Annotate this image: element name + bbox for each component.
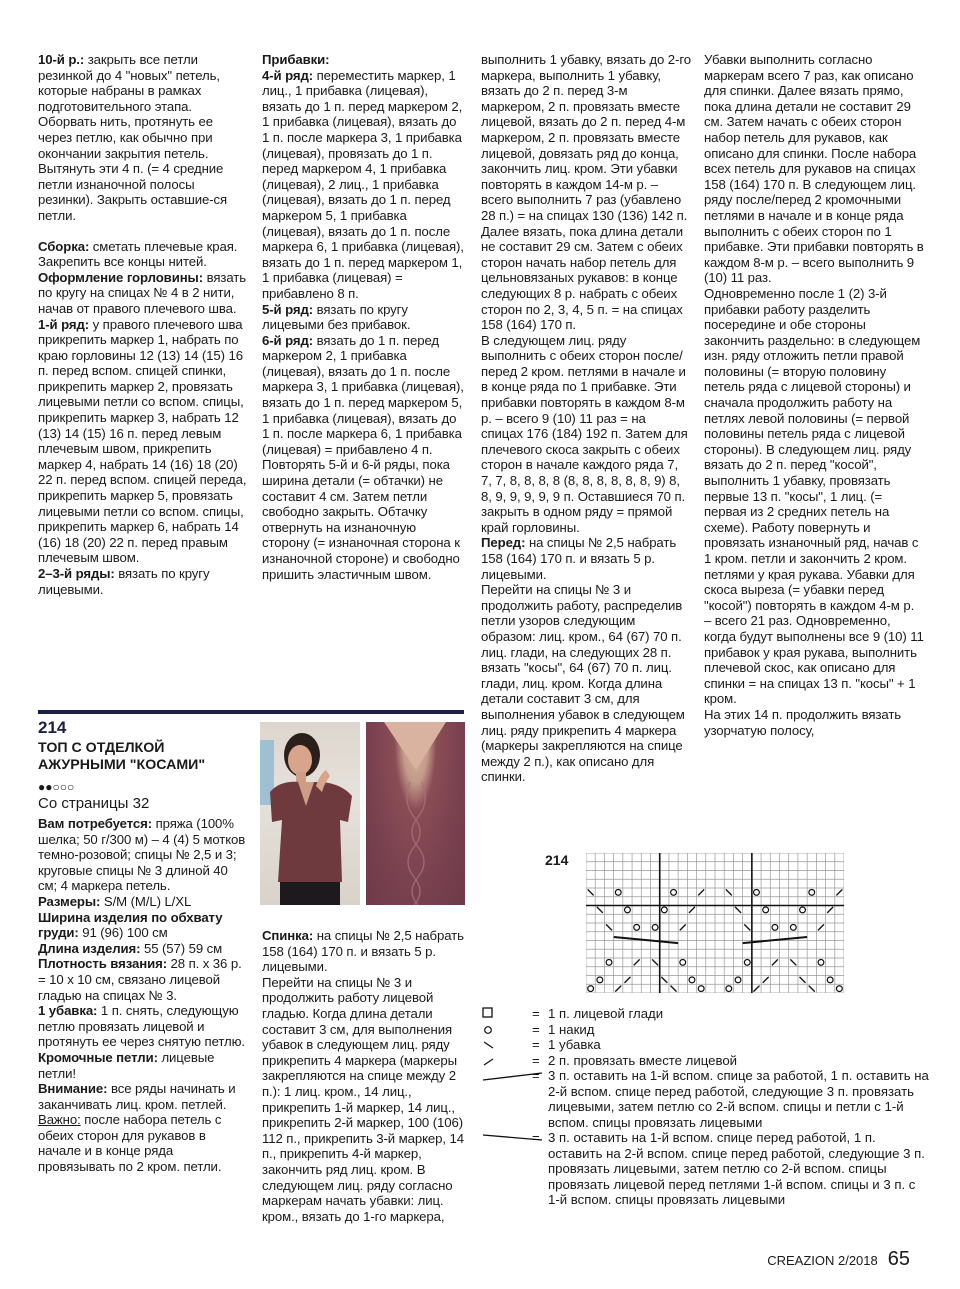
paragraph-label: 2–3-й ряды:	[38, 566, 115, 581]
paragraph-label: 6-й ряд:	[262, 332, 314, 348]
column-3	[481, 52, 691, 785]
k2tog-symbol	[836, 889, 842, 895]
empty-dot-icon: ○	[52, 780, 60, 794]
square-icon	[480, 1006, 532, 1022]
magazine-issue: CREAZION 2/2018	[767, 1253, 878, 1268]
cable-left-icon	[480, 1068, 532, 1084]
legend-item	[480, 1068, 930, 1130]
paragraph-label: Ширина изделия по обхвату груди:	[38, 909, 223, 941]
paragraph-text: 55 (57) 59 см	[140, 940, 223, 956]
paragraph	[38, 239, 250, 270]
legend-text: 3 п. оставить на 1-й вспом. спице перед работой, 1 п. оставить на 2-й вспом. спице перед работой, следующие 3 п. провязать лицевыми, затем петлю со 2-й вспом. спицы провязать лицевой перед петлями 1-й вспом. спицы и 3 п. с 1-й вспом. спицы провязать лицевыми	[548, 1130, 925, 1207]
column-2	[262, 52, 467, 582]
paragraph	[38, 816, 250, 894]
top-garment	[270, 782, 352, 882]
paragraph	[262, 928, 467, 975]
paragraph	[38, 566, 250, 597]
yarn-over-symbol	[652, 924, 658, 930]
yarn-over-symbol	[754, 889, 760, 895]
yarn-over-symbol	[661, 907, 667, 913]
paragraph	[38, 956, 250, 1003]
page-number: 65	[887, 1248, 910, 1270]
detail-photo	[366, 722, 465, 905]
legend-item	[480, 1006, 930, 1022]
paragraph-label: Внимание:	[38, 1081, 108, 1097]
paragraph-text: лицевые петли!	[38, 1049, 215, 1081]
legend-equals: =	[532, 1130, 540, 1145]
circle-icon	[480, 1022, 532, 1038]
decrease-symbol	[661, 977, 667, 983]
pattern-title: ТОП С ОТДЕЛКОЙ АЖУРНЫМИ "КОСАМИ"	[38, 740, 206, 773]
decrease-symbol	[800, 977, 806, 983]
legend-equals: =	[532, 1021, 540, 1037]
paragraph-label: 5-й ряд:	[262, 301, 314, 317]
k2tog-symbol	[689, 907, 695, 913]
yarn-over-symbol	[772, 924, 778, 930]
paragraph-text: 1 п. снять, следующую петлю провязать лицевой и протянуть ее через снятую петлю.	[38, 1003, 245, 1050]
yarn-over-symbol	[744, 959, 750, 965]
decrease-symbol	[588, 889, 594, 895]
yarn-over-symbol	[588, 986, 594, 992]
paragraph-label: Кромочные петли:	[38, 1049, 158, 1065]
decrease-symbol	[652, 959, 658, 965]
decrease-symbol	[606, 924, 612, 930]
chart-legend	[480, 1006, 930, 1208]
filled-dot-icon: ●	[38, 780, 46, 794]
yarn-over-symbol	[597, 977, 603, 983]
cable-right-icon	[480, 1130, 532, 1146]
yarn-over-symbol	[790, 924, 796, 930]
paragraph	[262, 52, 467, 68]
column-1	[38, 52, 250, 597]
legend-text: 3 п. оставить на 1-й вспом. спице за работой, 1 п. оставить на 2-й вспом. спице перед работой, следующие 3 п. провязать лицевыми, затем петлю со 2-й вспом. спицы и петли с 1-й вспом. спицы провязать лицевыми	[548, 1068, 929, 1130]
paragraph-label: 10-й р.:	[38, 52, 85, 67]
paragraph-label: 1-й ряд:	[38, 316, 90, 332]
paragraph	[262, 975, 467, 1225]
knitting-chart	[586, 853, 844, 993]
paragraph-text: на спицы № 2,5 набрать 158 (164) 170 п. и вязать 5 р. лицевыми.	[262, 928, 464, 975]
empty-dot-icon: ○	[67, 780, 75, 794]
paragraph-text: 91 (96) 100 см	[78, 925, 168, 941]
paragraph-text: В следующем лиц. ряду выполнить с обеих сторон после/перед 2 кром. петлями в начале и в конце ряда по 1 прибавке. Эти прибавки повторять в каждом 8-м р. – всего 9 (10) 11 раз = на спицах 176 (184) 192 п. Затем для плечевого скоса закрыть с обеих сторон в начале каждого ряда 7, 7, 7, 8, 8, 8, 8 (8, 8, 8, 8, 8, 8, 9) 8, 8, 9, 9, 9, 9, 9 п. Оставшиеся 70 п. закрыть в одном ряду = прямой край горловины.	[481, 332, 688, 535]
paragraph-text: вязать по кругу на спицах № 4 в 2 нити, начав от правого плечевого шва.	[38, 269, 246, 316]
yarn-over-symbol	[671, 889, 677, 895]
paragraph-label: 1 убавка:	[38, 1003, 98, 1019]
yarn-over-symbol	[680, 959, 686, 965]
paragraph-text: выполнить 1 убавку, вязать до 2-го маркера, выполнить 1 убавку, вязать до 2 п. перед 3-м маркером, 2 п. провязать вместе лицевой, вязать до 2 п. перед 4-м маркером, 2 п. провязать вместе лицевой, довязать ряд до конца, закончить лиц. кром. Эти убавки повторять в каждом 14-м р. – всего выполнить 7 раз (убавлено 28 п.) = на спицах 130 (136) 142 п. Далее вязать, пока длина детали не составит 29 см. Затем с обеих сторон начать набор петель для цельновязаных рукавов: в конце следующих 8 р. набрать с обеих сторон по 2, 3, 4, 5 п. = на спицах 158 (164) 170 п.	[481, 52, 691, 333]
paragraph-label: Плотность вязания:	[38, 956, 167, 972]
legend-item	[480, 1053, 930, 1069]
cable-detail-illustration	[366, 722, 465, 905]
k2tog-symbol	[615, 986, 621, 992]
paragraph-label: Вам потребуется:	[38, 816, 153, 831]
page-footer	[767, 1248, 910, 1271]
yarn-over-symbol	[689, 977, 695, 983]
model-photo	[260, 722, 360, 905]
paragraph-text: вязать по кругу лицевыми.	[38, 566, 210, 597]
paragraph-text: после набора петель с обеих сторон для рукавов в начале и в конце ряда провязывать по 2 кром. петли.	[38, 1112, 222, 1175]
paragraph-text: закрыть все петли резинкой до 4 "новых" петель, которые набраны в рамках подготовительного этапа. Оборвать нить, протянуть ее через петлю, как обычно при окончании закрытия петель. Вытянуть эти 4 п. (= 4 средние петли изнаночной полосы резинки). Закрыть оставшие-ся петли.	[38, 52, 228, 223]
yarn-over-symbol	[809, 889, 815, 895]
legend-equals: =	[532, 1037, 540, 1052]
important-label: Важно:	[38, 1112, 81, 1128]
paragraph-text: пряжа (100% шелка; 50 г/300 м) – 4 (4) 5 мотков темно-розовой; спицы № 2,5 и 3; круговые спицы № 3 длиной 40 см; 4 маркера петель.	[38, 816, 246, 894]
decrease-symbol	[809, 986, 815, 992]
paragraph-label: Прибавки:	[262, 52, 330, 67]
column-4	[704, 52, 924, 738]
paragraph-label: Размеры:	[38, 893, 101, 909]
yarn-over-symbol	[827, 977, 833, 983]
paragraph-text: S/M (M/L) L/XL	[100, 893, 192, 909]
paragraph-label: Длина изделия:	[38, 940, 141, 956]
yarn-over-symbol	[606, 959, 612, 965]
k2tog-symbol	[634, 959, 640, 965]
cable-symbol	[614, 937, 679, 943]
paragraph-text: Одновременно после 1 (2) 3-й прибавки работу разделить посередине и обе стороны закончить раздельно: в следующем изн. ряду отложить петли правой половины (= вторую половину петель ряда с лицевой стороны) и сначала продолжить работу на петлях левой половины (= первой половины петель ряда с лицевой стороны). В следующем лиц. ряду вязать до 2 п. перед "косой", выполнить 1 убавку, провязать первые 13 п. "косы", 1 лиц. (= первая из 2 средних петель на схеме). Работу повернуть и провязать изнаночный ряд, начав с 1 кром. петли и закончить 2 кром. петлями у края рукава. Убавки для скоса выреза (= убавки перед "косой") повторять в каждом 4-м р. – всего 21 раз. Одновременно, когда будут выполнены все 9 (10) 11 прибавок у края рукава, выполнить плечевой скос, как описано для спинки = на спицах 13 п. "косы" + 1 кром.	[704, 285, 924, 707]
paragraph	[38, 1081, 250, 1175]
paragraph	[481, 333, 691, 536]
paragraph	[38, 1003, 250, 1050]
legend-equals: =	[532, 1006, 540, 1021]
model-illustration	[260, 722, 360, 905]
decrease-symbol	[744, 924, 750, 930]
paragraph-text: вязать по кругу лицевыми без прибавок.	[262, 301, 411, 333]
paragraph	[38, 894, 250, 910]
difficulty-rating	[38, 780, 74, 794]
paragraph	[481, 52, 691, 333]
yarn-over-symbol	[763, 907, 769, 913]
chart-label: 214	[545, 852, 569, 868]
k2tog-symbol	[624, 977, 630, 983]
neckline-skin	[384, 722, 446, 770]
paragraph-text: у правого плечевого шва прикрепить маркер 1, набрать по краю горловины 12 (13) 14 (15) 16 п. перед вспом. спицей спинки, прикрепить маркер 2, провязать лицевыми петли со вспом. спицы, прикрепить маркер 3, набрать 12 (13) 14 (15) 16 п. перед левым плечевым швом, прикрепить маркер 4, набрать 14 (16) 18 (20) 22 п. перед вспом. спицей переда, прикрепить маркер 5, провязать лицевыми петли со вспом. спицы, прикрепить маркер 6, набрать 14 (16) 18 (20) 22 п. перед правым плечевым швом.	[38, 316, 247, 566]
paragraph-text: на спицы № 2,5 набрать 158 (164) 170 п. и вязать 5 р. лицевыми.	[481, 535, 677, 582]
empty-dot-icon: ○	[59, 780, 67, 794]
paragraph-label: Сборка:	[38, 238, 90, 254]
yarn-over-symbol	[615, 889, 621, 895]
from-page: Со страницы 32	[38, 795, 150, 812]
k2tog-symbol	[818, 924, 824, 930]
decrease-symbol	[671, 986, 677, 992]
paragraph-text: Повторять 5-й и 6-й ряды, пока ширина детали (= обтачки) не составит 4 см. Затем петли свободно закрыть. Обтачку отвернуть на изнаночную сторону (= изнаночная сторона к изнаночной стороне) и свободно пришить эластичным швом.	[262, 457, 460, 582]
paragraph-text: Убавки выполнить согласно маркерам всего 7 раз, как описано для спинки. Далее вязать прямо, пока длина детали не составит 29 см. Затем начать с обеих сторон набор петель для рукавов, как описано для спинки. После набора всех петель для рукавов на спицах 158 (164) 170 п. В следующем лиц. ряду после/перед 2 кромочными петлями в начале и в конце ряда выполнить с обеих сторон по 1 прибавке. Эти прибавки повторять в каждом 8-м р. – всего выполнить 9 (10) 11 раз.	[704, 52, 924, 286]
paragraph-text: Перейти на спицы № 3 и продолжить работу лицевой гладью. Когда длина детали составит 3 см, для выполнения убавок в следующем лиц. ряду прикрепить 4 маркера (маркеры закрепляются на спице между 2 п.): 1 лиц. кром., 14 лиц., прикрепить 1-й маркер, 14 лиц., прикрепить 2-й маркер, 100 (106) 112 п., прикрепить 3-й маркер, 14 п., прикрепить 4-й маркер, закончить ряд лиц. кром. В следующем лиц. ряду согласно маркерам начать убавки: лиц. кром., вязать до 1-го маркера,	[262, 974, 464, 1224]
paragraph-label: Спинка:	[262, 928, 314, 943]
paragraph-label: Перед:	[481, 535, 526, 551]
legend-equals: =	[532, 1052, 540, 1068]
paragraph-text: вязать до 1 п. перед маркером 2, 1 прибавка (лицевая), вязать до 1 п. после маркера 3, 1 прибавка (лицевая), вязать до 1 п. перед маркером 5, 1 прибавка (лицевая), вязать до 1 п. после маркера 6, 1 прибавка (лицевая) = прибавлено 4 п.	[262, 332, 464, 457]
decrease-symbol	[597, 907, 603, 913]
k2tog-symbol	[763, 977, 769, 983]
lace-cable	[407, 782, 425, 905]
paragraph-text: сметать плечевые края. Закрепить все концы нитей.	[38, 238, 238, 270]
decrease-symbol	[790, 959, 796, 965]
paragraph	[38, 910, 250, 941]
legend-item	[480, 1037, 930, 1053]
slash-icon	[480, 1053, 532, 1069]
trousers	[280, 882, 340, 905]
yarn-over-symbol	[735, 977, 741, 983]
paragraph-text: переместить маркер, 1 лиц., 1 прибавка (лицевая), вязать до 1 п. перед маркером 2, 1 прибавка (лицевая), вязать до 1 п. после маркера 3, 1 прибавка (лицевая), провязать до 1 п. перед маркером 4, 1 прибавка (лицевая), 2 лиц., 1 прибавка (лицевая), вязать до 1 п. перед маркером 5, 1 прибавка (лицевая), вязать до 1 п. после маркера 6, 1 прибавка (лицевая), вязать до 1 п. перед маркером 1, 1 прибавка (лицевая) = прибавлено 8 п.	[262, 67, 464, 301]
legend-text: 2 п. провязать вместе лицевой	[548, 1052, 738, 1068]
backslash-icon	[480, 1037, 532, 1053]
paragraph	[704, 52, 924, 286]
yarn-over-symbol	[634, 924, 640, 930]
paragraph	[704, 286, 924, 707]
paragraph-text: Перейти на спицы № 3 и продолжить работу, распределив петли узоров следующим образом: лиц. кром., 64 (67) 70 п. лиц. глади, на следующих 28 п. вязать "косы", 64 (67) 70 п. лиц. глади, лиц. кром. Когда длина детали составит 3 см, для выполнения убавок в следующем лиц. ряду прикрепить 4 маркера (маркеры закрепляются на спице между 2 п.), как описано для спинки.	[481, 582, 685, 785]
yarn-over-symbol	[698, 986, 704, 992]
materials-block	[38, 816, 250, 1175]
legend-item	[480, 1022, 930, 1038]
face	[288, 745, 312, 775]
paragraph	[262, 457, 467, 582]
k2tog-symbol	[753, 986, 759, 992]
paragraph-label: Оформление горловины:	[38, 269, 204, 285]
paragraph	[704, 707, 924, 738]
pattern-number: 214	[38, 718, 67, 737]
k2tog-symbol	[680, 924, 686, 930]
section-divider	[38, 710, 464, 714]
k2tog-symbol	[698, 889, 704, 895]
k2tog-symbol	[772, 959, 778, 965]
decrease-symbol	[726, 889, 732, 895]
legend-text: 1 накид	[548, 1021, 595, 1037]
yarn-over-symbol	[800, 907, 806, 913]
paragraph	[38, 1050, 250, 1081]
legend-item	[480, 1130, 930, 1208]
paragraph	[38, 941, 250, 957]
paragraph-text: все ряды начинать и заканчивать лиц. кром. петлей.	[38, 1081, 236, 1112]
paragraph	[481, 582, 691, 785]
paragraph	[38, 52, 250, 224]
paragraph	[38, 317, 250, 567]
yarn-over-symbol	[625, 907, 631, 913]
yarn-over-symbol	[836, 986, 842, 992]
paragraph-text: 28 п. х 36 р. = 10 х 10 см, связано лицевой гладью на спицах № 3.	[38, 956, 242, 1003]
paragraph	[262, 68, 467, 302]
paragraph	[262, 302, 467, 333]
filled-dot-icon: ●	[45, 780, 53, 794]
legend-equals: =	[532, 1068, 540, 1083]
paragraph	[38, 270, 250, 317]
paragraph-label: 4-й ряд:	[262, 67, 314, 83]
paragraph	[262, 333, 467, 458]
k2tog-symbol	[827, 907, 833, 913]
paragraph	[481, 535, 691, 582]
back-instructions	[262, 928, 467, 1224]
legend-text: 1 убавка	[548, 1037, 601, 1052]
yarn-over-symbol	[726, 986, 732, 992]
legend-text: 1 п. лицевой глади	[548, 1006, 664, 1021]
yarn-over-symbol	[818, 959, 824, 965]
decrease-symbol	[735, 907, 741, 913]
paragraph-text: На этих 14 п. продолжить вязать узорчатую полосу,	[704, 706, 902, 738]
